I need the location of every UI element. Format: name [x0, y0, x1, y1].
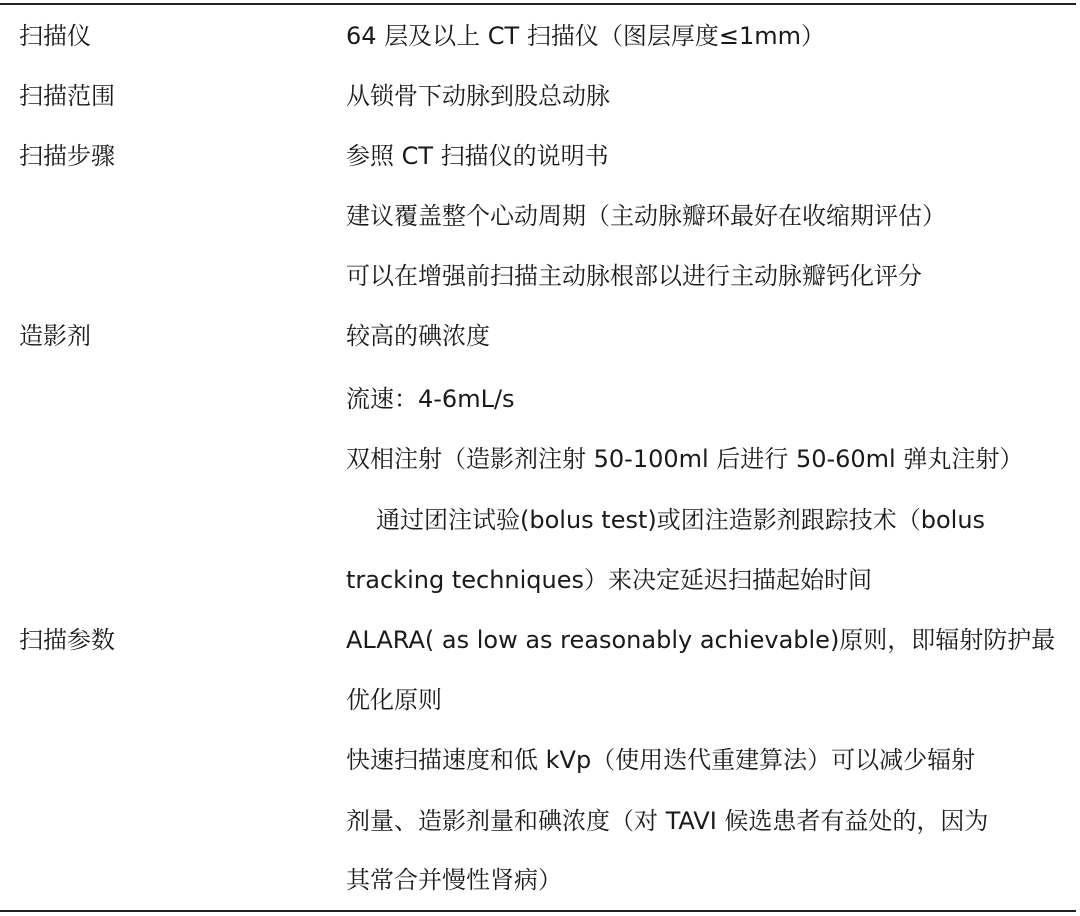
- parameters-line-4: 剂量、造影剂量和碘浓度（对 TAVI 候选患者有益处的，因为: [346, 807, 989, 835]
- row-label-scan-steps: 扫描步骤: [19, 142, 115, 170]
- scanner-spec: 64 层及以上 CT 扫描仪（图层厚度≤1mm）: [346, 22, 825, 50]
- scan-steps-line-1: 参照 CT 扫描仪的说明书: [346, 142, 609, 170]
- row-label-scan-range: 扫描范围: [19, 82, 115, 110]
- parameters-line-1: ALARA( as low as reasonably achievable)原则，即辐射防护最: [346, 626, 1056, 654]
- scan-steps-line-3: 可以在增强前扫描主动脉根部以进行主动脉瓣钙化评分: [346, 262, 922, 290]
- table-top-rule: [0, 3, 1076, 5]
- scan-steps-line-2: 建议覆盖整个心动周期（主动脉瓣环最好在收缩期评估）: [346, 202, 946, 230]
- contrast-line-2: 流速：4-6mL/s: [346, 385, 515, 413]
- row-label-contrast-agent: 造影剂: [19, 322, 91, 350]
- parameters-line-5: 其常合并慢性肾病）: [346, 866, 562, 894]
- row-label-scan-parameters: 扫描参数: [19, 626, 115, 654]
- table-bottom-rule: [0, 910, 1076, 912]
- parameters-line-2: 优化原则: [346, 686, 442, 714]
- contrast-line-5: tracking techniques）来决定延迟扫描起始时间: [346, 566, 872, 594]
- contrast-line-1: 较高的碘浓度: [346, 322, 490, 350]
- contrast-line-3: 双相注射（造影剂注射 50-100ml 后进行 50-60ml 弹丸注射）: [346, 445, 1024, 473]
- scan-range-value: 从锁骨下动脉到股总动脉: [346, 82, 610, 110]
- parameters-line-3: 快速扫描速度和低 kVp（使用迭代重建算法）可以减少辐射: [346, 746, 976, 774]
- contrast-line-4: 通过团注试验(bolus test)或团注造影剂跟踪技术（bolus: [376, 506, 986, 534]
- row-label-scanner: 扫描仪: [19, 22, 91, 50]
